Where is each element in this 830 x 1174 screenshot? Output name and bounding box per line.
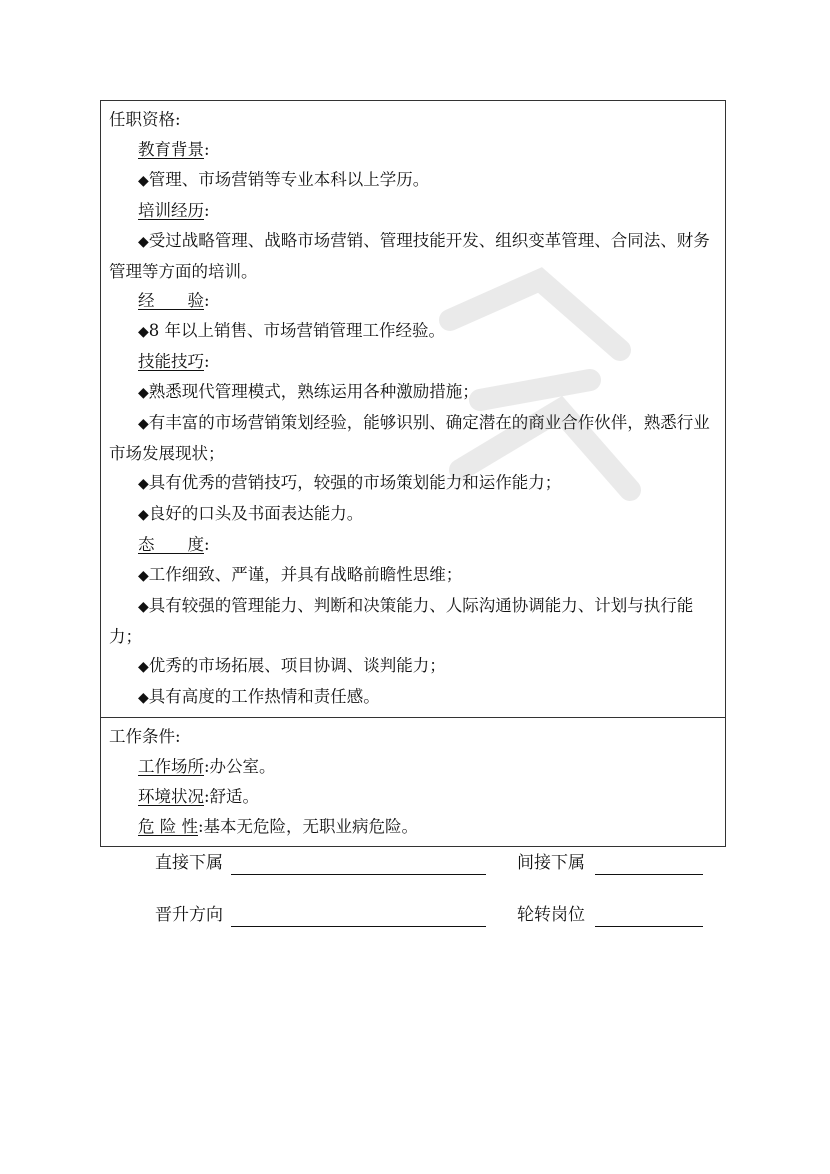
list-item: ◆工作细致、严谨，并具有战略前瞻性思维； [138,565,463,584]
list-item: ◆良好的口头及书面表达能力。 [138,504,364,523]
skills-heading [109,347,717,377]
bullet-diamond-icon: ◆ [138,234,149,250]
attitude-label: 态 度 [138,535,204,554]
list-item: ◆熟悉现代管理模式，熟练运用各种激励措施； [138,382,479,401]
conditions-title: 工作条件: [109,727,181,746]
bullet-diamond-icon: ◆ [138,690,149,706]
list-item: ◆管理、市场营销等专业本科以上学历。 [138,170,430,189]
workplace-value: :办公室。 [204,757,276,776]
relations-row-subordinates [155,848,715,900]
training-label: 培训经历 [138,201,204,220]
list-item: ◆有丰富的市场营销策划经验，能够识别、确定潜在的商业合作伙伴，熟悉行业市场发展现状； [109,413,710,463]
bullet-diamond-icon: ◆ [138,173,149,189]
job-requirements-table [100,100,726,847]
relations-row-career [155,900,715,952]
bullet-diamond-icon: ◆ [138,507,149,523]
experience-label: 经 验 [138,291,204,310]
rotation-position-label: 轮转岗位 [517,905,585,925]
list-item: ◆优秀的市场拓展、项目协调、谈判能力； [138,656,446,675]
promotion-direction-label: 晋升方向 [155,905,223,925]
training-heading [109,196,717,226]
bullet-diamond-icon: ◆ [138,568,149,584]
education-heading [109,135,717,165]
list-item: ◆8 年以上销售、市场营销管理工作经验。 [138,321,446,340]
list-item: ◆具有高度的工作热情和责任感。 [138,687,380,706]
environment-row [109,782,717,812]
bullet-diamond-icon: ◆ [138,324,149,340]
danger-row [109,812,717,842]
conditions-cell [101,717,725,846]
environment-label: 环境状况 [138,787,204,806]
list-item: ◆具有优秀的营销技巧，较强的市场策划能力和运作能力； [138,473,562,492]
experience-colon: : [204,291,210,310]
bullet-diamond-icon: ◆ [138,476,149,492]
bullet-diamond-icon: ◆ [138,659,149,675]
training-colon: : [204,201,210,220]
danger-value: :基本无危险，无职业病危险。 [198,817,419,836]
education-colon: : [204,140,210,159]
qualifications-title: 任职资格: [109,110,181,129]
experience-heading [109,286,717,316]
skills-colon: : [204,352,210,371]
bullet-diamond-icon: ◆ [138,416,149,432]
skills-label: 技能技巧 [138,352,204,371]
list-item: ◆具有较强的管理能力、判断和决策能力、人际沟通协调能力、计划与执行能力； [109,596,694,646]
qualifications-cell [101,101,725,717]
promotion-direction-blank[interactable] [231,926,486,927]
attitude-colon: : [204,535,210,554]
direct-subordinate-label: 直接下属 [155,853,223,873]
workplace-row [109,752,717,782]
attitude-heading [109,530,717,560]
list-item: ◆受过战略管理、战略市场营销、管理技能开发、组织变革管理、合同法、财务管理等方面的培训。 [109,231,710,281]
rotation-position-blank[interactable] [595,926,703,927]
workplace-label: 工作场所 [138,757,204,776]
relations-fields [155,848,715,952]
bullet-diamond-icon: ◆ [138,599,149,615]
indirect-subordinate-label: 间接下属 [517,853,585,873]
education-label: 教育背景 [138,140,204,159]
environment-value: :舒适。 [204,787,260,806]
bullet-diamond-icon: ◆ [138,385,149,401]
indirect-subordinate-blank[interactable] [595,874,703,875]
direct-subordinate-blank[interactable] [231,874,486,875]
danger-label: 危 险 性 [138,817,198,836]
